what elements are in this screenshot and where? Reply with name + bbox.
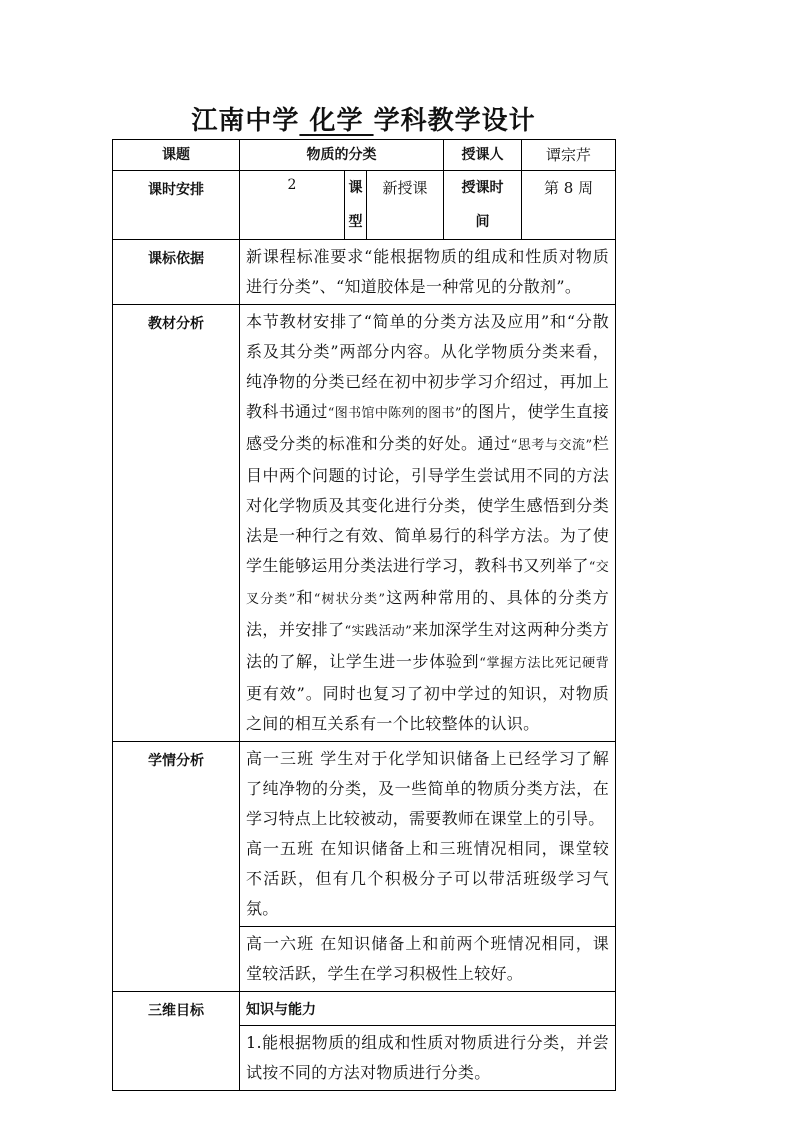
time-value: 第 8 周 [522,171,616,240]
hours-value: 2 [240,171,345,240]
topic-value: 物质的分类 [240,140,444,171]
textbook-analysis: 本节教材安排了“简单的分类方法及应用”和“分散系及其分类”两部分内容。从化学物质分类来看，纯净物的分类已经在初中初步学习介绍过，再加上教科书通过“图书馆中陈列的图书”的图片，使学生直接感受分类的标准和分类的好处。通过“思考与交流”栏目中两个问题的讨论，引导学生尝试用不同的方法对化学物质及其变化进行分类，使学生感悟到分类法是一种行之有效、简单易行的科学方法。为了使学生能够运用分类法进行学习，教科书又列举了“交叉分类”和“树状分类”这两种常用的、具体的分类方法，并安排了“实践活动”来加深学生对这两种分类方法的了解，让学生进一步体验到“掌握方法比死记硬背更有效”。同时也复习了初中学过的知识，对物质之间的相互关系有一个比较整体的认识。 [240,305,616,742]
standard-text: 新课程标准要求“能根据物质的组成和性质对物质进行分类”、“知道胶体是一种常见的分散剂”。 [240,240,616,305]
lesson-plan-table [112,139,616,1091]
type-label: 课 型 [345,171,367,240]
topic-label: 课题 [113,140,240,171]
students-analysis [240,742,616,927]
class-6-analysis: 高一六班 在知识储备上和前两个班情况相同，课堂较活跃，学生在学习积极性上较好。 [240,927,616,992]
students-label: 学情分析 [113,742,240,992]
row-students [113,742,616,927]
goals-cell [240,992,616,1091]
row-goals [113,992,616,1091]
row-schedule [113,171,616,240]
row-topic [113,140,616,171]
goal-subheading: 知识与能力 [240,992,615,1026]
page-title [112,100,615,137]
goal-item-1: 1.能根据物质的组成和性质对物质进行分类，并尝试按不同的方法对物质进行分类。 [246,1033,610,1082]
type-value: 新授课 [367,171,444,240]
class-3-analysis: 高一三班 学生对于化学知识储备上已经学习了解了纯净物的分类，及一些简单的物质分类方法，在学习特点上比较被动，需要教师在课堂上的引导。 [246,749,610,828]
title-suffix: 学科教学设计 [373,106,536,136]
teacher-value: 谭宗芹 [522,140,616,171]
class-5-analysis: 高一五班 在知识储备上和三班情况相同，课堂较不活跃，但有几个积极分子可以带活班级学习气氛。 [246,839,610,918]
textbook-label: 教材分析 [113,305,240,742]
standard-label: 课标依据 [113,240,240,305]
row-textbook [113,305,616,742]
subject-name: 化学 [309,106,364,136]
goals-label: 三维目标 [113,992,240,1091]
teacher-label: 授课人 [444,140,522,171]
row-standard [113,240,616,305]
school-name: 江南中学 [191,106,300,136]
hours-label: 课时安排 [113,171,240,240]
time-label: 授课时 间 [444,171,522,240]
